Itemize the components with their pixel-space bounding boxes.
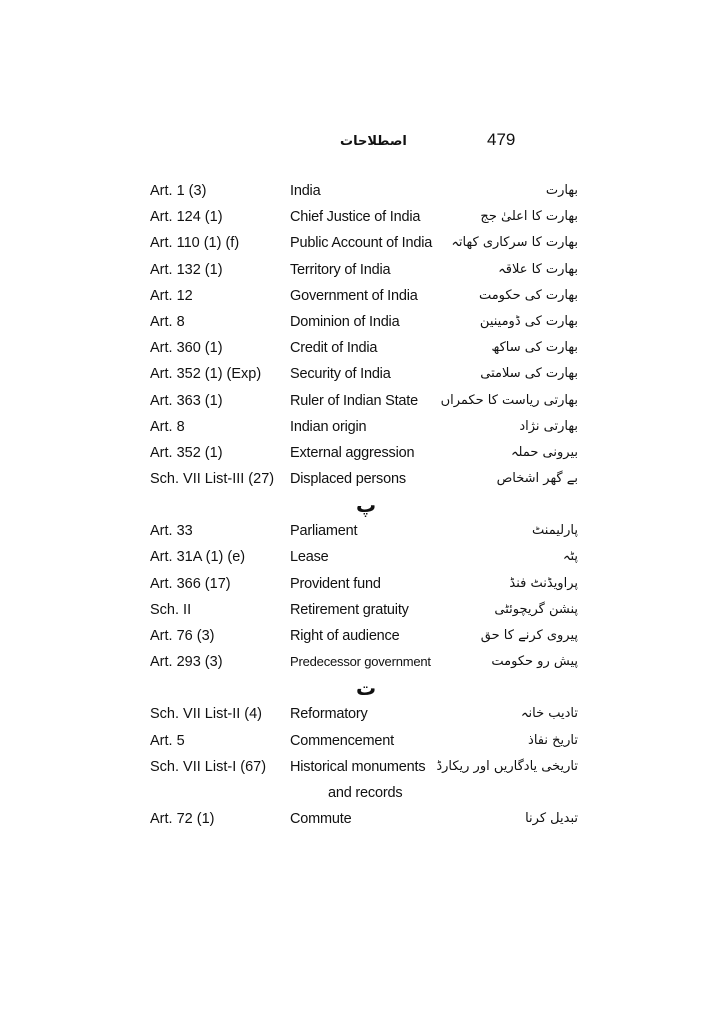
urdu-term: پارلیمنٹ [532,523,578,539]
english-term: Right of audience [290,628,400,644]
english-term: Indian origin [290,418,367,435]
english-term: Credit of India [290,340,378,357]
urdu-term: پراویڈنٹ فنڈ [509,575,578,591]
glossary-row [0,518,724,544]
glossary-row [0,623,724,649]
english-term: Provident fund [290,575,381,592]
english-term: Government of India [290,287,418,304]
glossary-row [0,466,724,492]
english-term: India [290,183,321,199]
english-term: Displaced persons [290,471,406,488]
article-reference: Art. 124 (1) [150,209,223,226]
english-term: Commute [290,810,352,827]
english-term: Security of India [290,366,391,383]
article-reference: Art. 31A (1) (e) [150,549,246,566]
glossary-row [0,806,724,832]
english-term: Dominion of India [290,313,400,330]
glossary-entries [0,178,724,832]
article-reference: Art. 352 (1) [150,444,223,461]
article-reference: Art. 110 (1) (f) [150,235,240,252]
english-term: Reformatory [290,706,368,723]
english-term: Territory of India [290,261,391,278]
english-term: Historical monuments [290,758,426,775]
glossary-row [0,414,724,440]
glossary-row [0,309,724,335]
glossary-row [0,754,724,780]
article-reference: Art. 132 (1) [150,261,223,278]
english-term: Ruler of Indian State [290,392,418,409]
page-header-title: اصطلاحات [340,134,407,149]
article-reference: Sch. VII List-III (27) [150,471,275,488]
article-reference: Art. 8 [150,313,185,330]
urdu-term: تاریخی یادگاریں اور ریکارڈ [436,758,578,774]
urdu-term: بھارتی ریاست کا حکمراں [440,392,578,408]
english-term: Public Account of India [290,235,433,252]
english-term: and records [328,784,403,801]
page-header [0,130,724,156]
article-reference: Sch. VII List-II (4) [150,706,262,723]
urdu-term: تاریخ نفاذ [528,732,578,748]
article-reference: Art. 33 [150,523,193,540]
glossary-row [0,388,724,414]
glossary-row [0,230,724,256]
urdu-term: بھارت کا علاقہ [498,261,578,277]
article-reference: Art. 5 [150,732,185,749]
section-letter: پ [356,493,377,518]
english-term: Predecessor government [290,654,431,670]
page-number: 479 [487,130,516,149]
urdu-term: پٹہ [562,549,578,565]
urdu-term: بھارت کی ساکھ [491,340,578,356]
glossary-row [0,701,724,727]
glossary-row [0,597,724,623]
article-reference: Art. 293 (3) [150,654,223,671]
urdu-term: بھارت کی ڈومینین [479,313,578,329]
section-letter: ت [356,676,377,701]
english-term: External aggression [290,444,415,461]
glossary-row [0,257,724,283]
article-reference: Art. 363 (1) [150,392,223,409]
english-term: Chief Justice of India [290,209,421,226]
section-letter-heading [0,675,724,701]
article-reference: Art. 8 [150,418,185,435]
article-reference: Sch. VII List-I (67) [150,758,267,775]
urdu-term: بھارتی نژاد [519,418,578,434]
article-reference: Sch. II [150,601,192,618]
glossary-row [0,178,724,204]
glossary-row [0,204,724,230]
urdu-term: تبدیل کرنا [525,810,578,826]
urdu-term: پیش رو حکومت [491,654,578,670]
urdu-term: بھارت کا سرکاری کھاتہ [451,235,578,251]
article-reference: Art. 12 [150,287,193,304]
english-term: Parliament [290,523,358,540]
article-reference: Art. 72 (1) [150,810,215,827]
article-reference: Art. 1 (3) [150,183,207,199]
glossary-row [0,728,724,754]
glossary-row [0,335,724,361]
glossary-row [0,440,724,466]
glossary-row [0,283,724,309]
urdu-term: بیرونی حملہ [510,444,578,460]
english-term: Lease [290,549,329,566]
article-reference: Art. 366 (17) [150,575,231,592]
urdu-term: بھارت کی سلامتی [480,366,578,382]
english-term: Commencement [290,732,394,749]
urdu-term: پیروی کرنے کا حق [480,628,578,643]
article-reference: Art. 352 (1) (Exp) [150,366,262,383]
glossary-row [0,571,724,597]
urdu-term: بھارت کی حکومت [478,287,578,303]
section-letter-heading [0,492,724,518]
article-reference: Art. 76 (3) [150,628,215,644]
glossary-row [0,544,724,570]
glossary-row [0,649,724,675]
urdu-term: بے گھر اشخاص [496,471,578,487]
english-term: Retirement gratuity [290,601,409,618]
glossary-row-continuation [0,780,724,806]
article-reference: Art. 360 (1) [150,340,223,357]
urdu-term: پنشن گریچوئٹی [494,601,578,617]
glossary-row [0,361,724,387]
urdu-term: تادیب خانہ [520,706,578,722]
urdu-term: بھارت [545,183,578,198]
urdu-term: بھارت کا اعلیٰ جج [480,209,578,225]
